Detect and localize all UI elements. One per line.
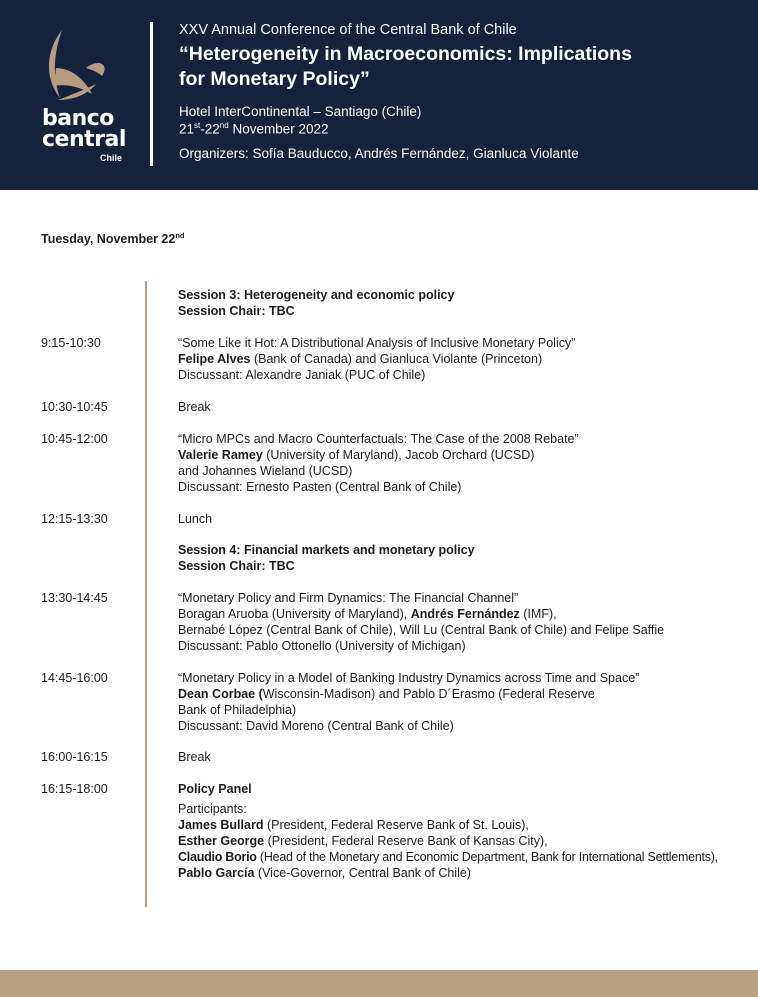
day-heading xyxy=(41,231,185,246)
presenter-name: Andrés Fernández xyxy=(410,607,520,621)
title-line-1: “Heterogeneity in Macroeconomics: Implications xyxy=(179,43,632,65)
discussant: Discussant: Ernesto Pasten (Central Bank of Chile) xyxy=(178,480,462,494)
date-suffix-2: nd xyxy=(219,121,229,130)
presenter-name: Valerie Ramey xyxy=(178,448,263,462)
discussant: Discussant: Alexandre Janiak (PUC of Chile) xyxy=(178,368,426,382)
session-3-chair: Session Chair: TBC xyxy=(178,304,295,318)
item-time: 16:00-16:15 xyxy=(41,750,108,764)
item-time: 10:30-10:45 xyxy=(41,400,108,414)
authors-continued: and Johannes Wieland (UCSD) xyxy=(178,464,353,478)
presenter-name: Felipe Alves xyxy=(178,352,251,366)
paper-title: “Some Like it Hot: A Distributional Analysis of Inclusive Monetary Policy” xyxy=(178,336,576,350)
participant xyxy=(178,817,748,833)
participant xyxy=(178,865,748,881)
participant-role: (Vice-Governor, Central Bank of Chile) xyxy=(254,866,471,880)
conference-title xyxy=(179,42,739,92)
venue: Hotel InterContinental – Santiago (Chile) xyxy=(179,104,422,119)
authors-continued: Bank of Philadelphia) xyxy=(178,703,297,717)
authors-rest: (University of Maryland), Jacob Orchard (UCSD) xyxy=(262,448,535,462)
participant xyxy=(178,849,748,865)
day-suffix: nd xyxy=(175,231,185,240)
participant-role: (President, Federal Reserve Bank of St. Louis), xyxy=(263,818,529,832)
discussant: Discussant: Pablo Ottonello (University of Michigan) xyxy=(178,639,466,653)
title-line-2: for Monetary Policy” xyxy=(179,68,370,90)
participant-name: Claudio Borio xyxy=(178,850,257,864)
header-banner xyxy=(0,0,758,190)
date-day-2: -22 xyxy=(200,121,220,137)
item-time: 14:45-16:00 xyxy=(41,671,108,685)
date-day-1: 21 xyxy=(179,121,195,137)
participant-role: (Head of the Monetary and Economic Department, Bank for International Settlements), xyxy=(256,850,718,864)
authors-lead: Boragan Aruoba (University of Maryland), xyxy=(178,607,411,621)
presenter-name: Dean Corbae ( xyxy=(178,687,263,701)
logo-wordmark xyxy=(42,108,126,150)
participant xyxy=(178,833,748,849)
policy-panel-title: Policy Panel xyxy=(178,782,252,796)
item-time: 10:45-12:00 xyxy=(41,432,108,446)
footer-band xyxy=(0,970,758,997)
lunch-label: Lunch xyxy=(178,512,213,526)
organizers: Organizers: Sofía Bauducco, Andrés Fernández, Gianluca Violante xyxy=(179,146,579,161)
break-label: Break xyxy=(178,750,211,764)
day-label: Tuesday, November 22 xyxy=(41,232,176,247)
session-4-chair: Session Chair: TBC xyxy=(178,559,295,573)
session-4-title: Session 4: Financial markets and monetary policy xyxy=(178,543,475,557)
participant-name: James Bullard xyxy=(178,818,264,832)
conference-name: XXV Annual Conference of the Central Bank of Chile xyxy=(179,22,517,38)
authors-rest: (Bank of Canada) and Gianluca Violante (Princeton) xyxy=(250,352,543,366)
conference-dates xyxy=(179,121,329,137)
header-divider xyxy=(150,22,153,166)
authors-rest: (IMF), xyxy=(519,607,557,621)
item-time: 16:15-18:00 xyxy=(41,782,108,796)
logo-word-banco: banco xyxy=(42,106,114,131)
authors-rest: Wisconsin-Madison) and Pablo D´Erasmo (Federal Reserve xyxy=(262,687,595,701)
participant-role: (President, Federal Reserve Bank of Kansas City), xyxy=(264,834,548,848)
participant-name: Pablo García xyxy=(178,866,255,880)
logo-word-central: central xyxy=(42,127,126,152)
date-month-year: November 2022 xyxy=(228,121,329,137)
authors-continued: Bernabé López (Central Bank of Chile), Will Lu (Central Bank of Chile) and Felipe Saffie xyxy=(178,623,665,637)
item-time: 13:30-14:45 xyxy=(41,591,108,605)
date-suffix-1: st xyxy=(194,121,201,130)
participant-name: Esther George xyxy=(178,834,265,848)
break-label: Break xyxy=(178,400,211,414)
paper-title: “Monetary Policy in a Model of Banking Industry Dynamics across Time and Space” xyxy=(178,671,640,685)
logo-country: Chile xyxy=(100,153,123,163)
item-time: 9:15-10:30 xyxy=(41,336,101,350)
schedule-divider-line xyxy=(145,281,147,907)
paper-title: “Micro MPCs and Macro Counterfactuals: The Case of the 2008 Rebate” xyxy=(178,432,579,446)
participants-label: Participants: xyxy=(178,802,247,816)
session-3-title: Session 3: Heterogeneity and economic policy xyxy=(178,288,455,302)
discussant: Discussant: David Moreno (Central Bank of Chile) xyxy=(178,719,454,733)
item-time: 12:15-13:30 xyxy=(41,512,108,526)
paper-title: “Monetary Policy and Firm Dynamics: The Financial Channel” xyxy=(178,591,519,605)
